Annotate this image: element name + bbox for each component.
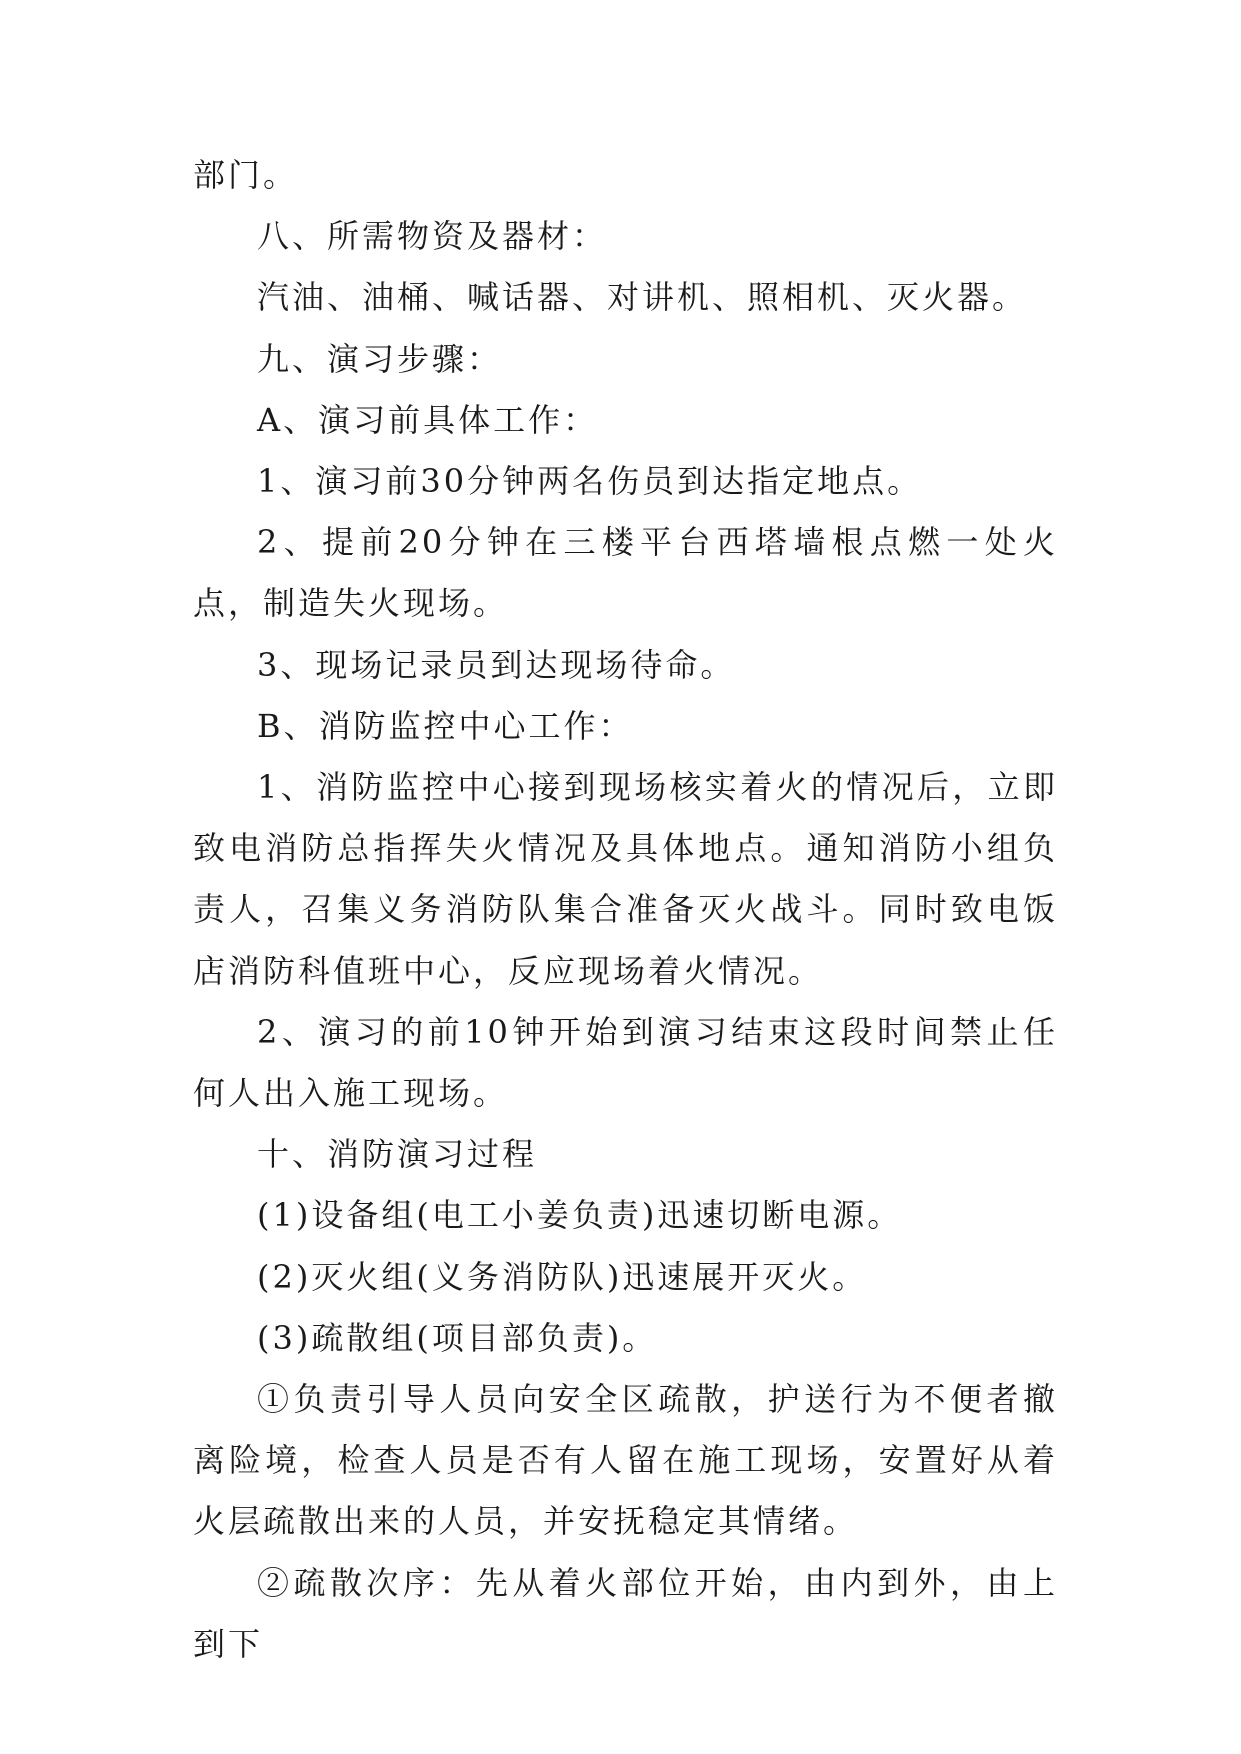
paragraph: 汽油、油桶、喊话器、对讲机、照相机、灭火器。 — [257, 278, 1028, 317]
list-item: 2、提前20分钟在三楼平台西塔墙根点燃一处火点，制造失火现场。 — [193, 523, 1058, 623]
section-heading: 九、演习步骤： — [257, 339, 503, 378]
subsection-heading: B、消防监控中心工作： — [257, 706, 634, 745]
list-item: 1、演习前30分钟两名伤员到达指定地点。 — [257, 462, 923, 501]
list-item: 1、消防监控中心接到现场核实着火的情况后，立即致电消防总指挥失火情况及具体地点。通知消防小组负责人，召集义务消防队集合准备灭火战斗。同时致电饭店消防科值班中心，反应现场着火情况。 — [193, 768, 1058, 990]
list-item: ②疏散次序：先从着火部位开始，由内到外，由上到下 — [193, 1563, 1058, 1663]
list-item: (1)设备组(电工小姜负责)迅速切断电源。 — [257, 1196, 903, 1235]
section-heading: 八、所需物资及器材： — [257, 217, 608, 256]
section-heading: 十、消防演习过程 — [257, 1135, 538, 1174]
document-body — [193, 145, 1058, 1675]
list-item: (3)疏散组(项目部负责)。 — [257, 1318, 658, 1357]
list-item: 2、演习的前10钟开始到演习结束这段时间禁止任何人出入施工现场。 — [193, 1012, 1058, 1113]
list-item: 3、现场记录员到达现场待命。 — [257, 645, 736, 684]
list-item: ①负责引导人员向安全区疏散，护送行为不便者撤离险境，检查人员是否有人留在施工现场，安置好从着火层疏散出来的人员，并安抚稳定其情绪。 — [193, 1380, 1058, 1541]
subsection-heading: A、演习前具体工作： — [257, 400, 599, 439]
paragraph: 部门。 — [193, 156, 299, 194]
list-item: (2)灭火组(义务消防队)迅速展开灭火。 — [257, 1257, 868, 1296]
